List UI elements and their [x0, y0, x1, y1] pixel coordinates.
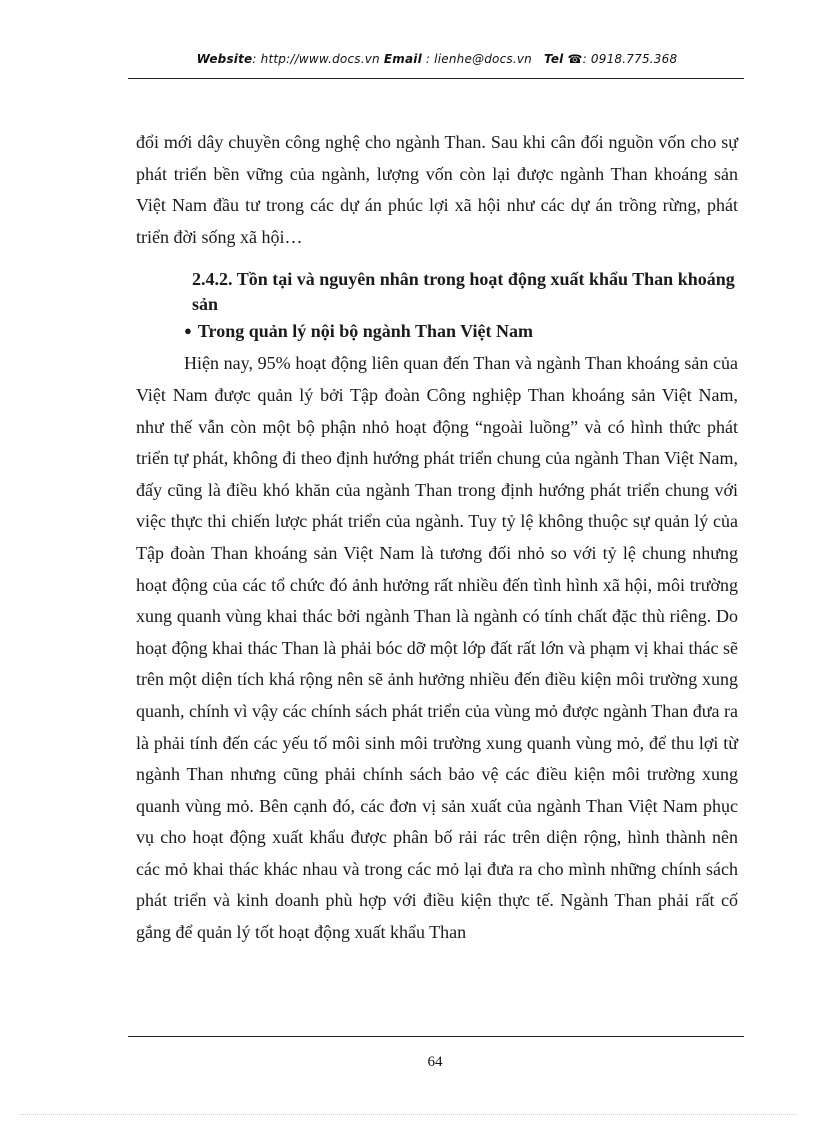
page-number: 64 [427, 1054, 443, 1070]
page-edge-divider [20, 1114, 796, 1115]
bullet-heading-text: Trong quản lý nội bộ ngành Than Việt Nam [197, 321, 533, 342]
website-value: : http://www.docs.vn [252, 52, 380, 66]
tel-value: : 0918.775.368 [582, 52, 678, 66]
footer-divider [128, 1036, 744, 1037]
section-title: Tồn tại và nguyên nhân trong hoạt động xuất khẩu Than khoáng sản [192, 269, 735, 315]
section-heading [136, 267, 738, 317]
email-value: : lienhe@docs.vn [421, 52, 532, 66]
bullet-heading [184, 318, 738, 344]
phone-icon: ☎ [567, 52, 583, 66]
email-label: Email [383, 52, 422, 66]
tel-label: Tel [544, 52, 564, 66]
page-body [136, 127, 738, 949]
paragraph-continuation: đổi mới dây chuyền công nghệ cho ngành Than. Sau khi cân đối nguồn vốn cho sự phát triển bền vững của ngành, lượng vốn còn lại được ngành Than khoáng sản Việt Nam đầu tư trong các dự án phúc lợi xã hội như các dự án trồng rừng, phát triển đời sống xã hội… [136, 132, 738, 247]
header-divider [128, 78, 744, 79]
page-header [130, 52, 744, 66]
section-number: 2.4.2. [192, 269, 233, 290]
paragraph-main: Hiện nay, 95% hoạt động liên quan đến Than và ngành Than khoáng sản của Việt Nam được quản lý bởi Tập đoàn Công nghiệp Than khoáng sản Việt Nam, như thế vẫn còn một bộ phận nhỏ hoạt động “ngoài luồng” và có hình thức phát triển tự phát, không đi theo định hướng phát triển chung của ngành Than Việt Nam, đấy cũng là điều khó khăn của ngành Than trong định hướng phát triển chung với việc thực thi chiến lược phát triển của ngành. Tuy tỷ lệ không thuộc sự quản lý của Tập đoàn Than khoáng sản Việt Nam là tương đối nhỏ so với tỷ lệ chung nhưng hoạt động của các tổ chức đó ảnh hưởng rất nhiều đến tình hình xã hội, môi trường xung quanh vùng khai thác bởi ngành Than là ngành có tính chất đặc thù riêng. Do hoạt động khai thác Than là phải bóc dỡ một lớp đất rất lớn và phạm vị khai thác sẽ trên một diện tích khá rộng nên sẽ ảnh hưởng nhiều đến điều kiện môi trường xung quanh, chính vì vậy các chính sách phát triển của vùng mỏ được ngành Than đưa ra là phải tính đến các yếu tố môi sinh môi trường xung quanh vùng mỏ, để thu lợi từ ngành Than nhưng cũng phải chính sách bảo vệ các điều kiện môi trường xung quanh vùng mỏ. Bên cạnh đó, các đơn vị sản xuất của ngành Than Việt Nam phục vụ cho hoạt động xuất khẩu được phân bố rải rác trên diện rộng, hình thành nên các mỏ khai thác khác nhau và trong các mỏ lại đưa ra cho mình những chính sách phát triển và kinh doanh phù hợp với điều kiện thực tế. Ngành Than phải rất cố gắng để quản lý tốt hoạt động xuất khẩu Than [136, 353, 739, 943]
bullet-icon: ● [184, 323, 192, 339]
website-label: Website [196, 52, 253, 66]
